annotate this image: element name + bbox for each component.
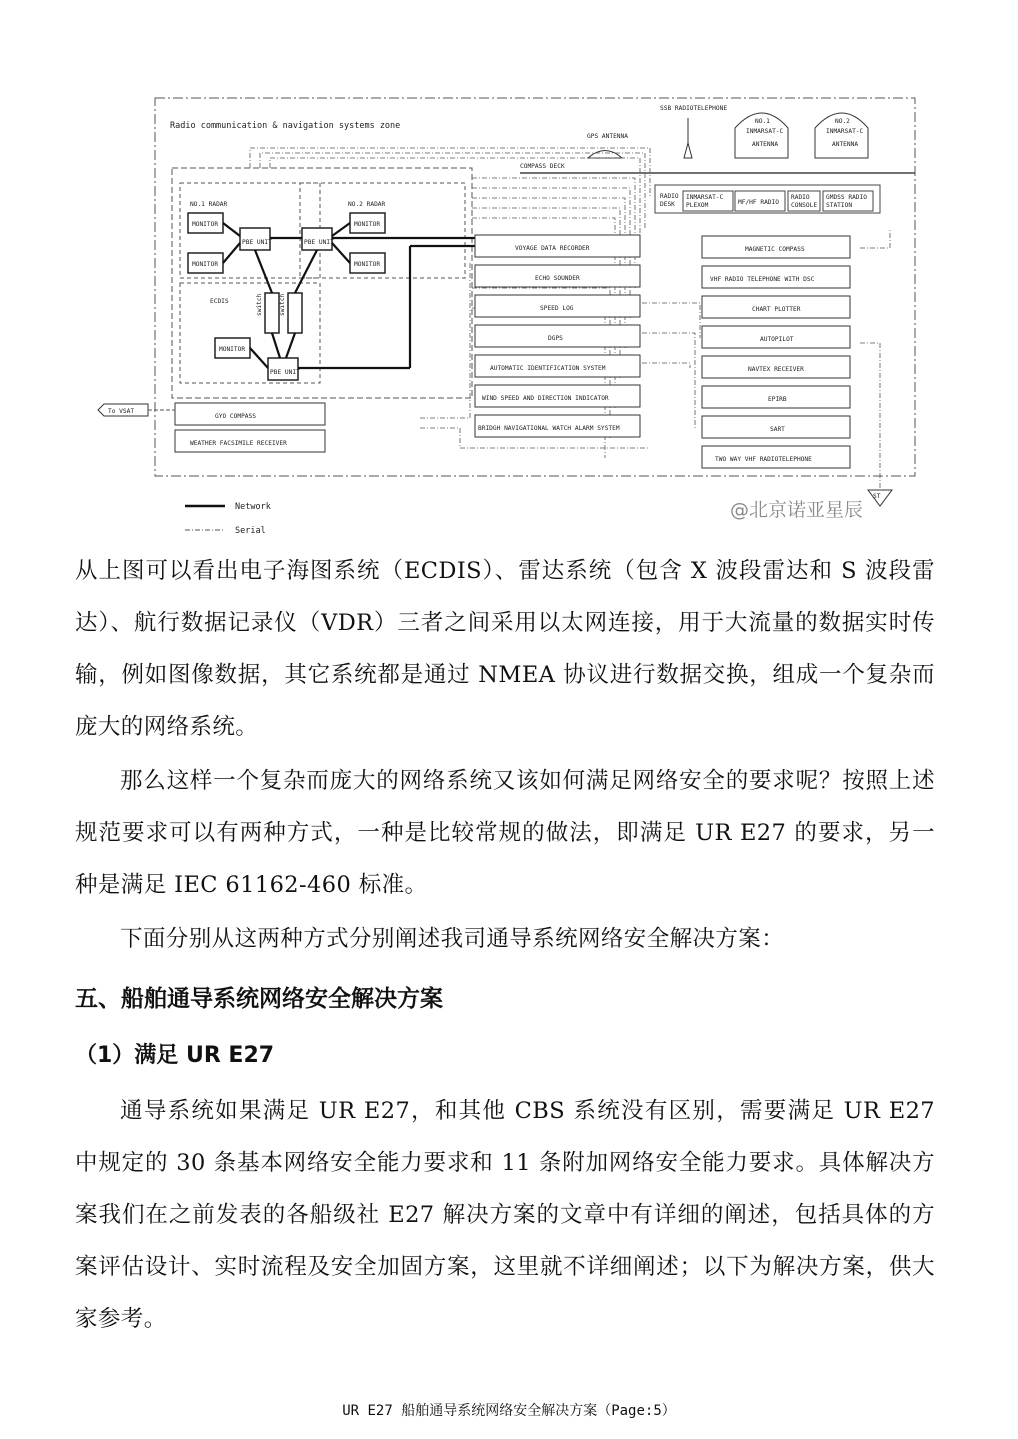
center-box-6: BRIDGH NAVIGATIONAL WATCH ALARM SYSTEM	[478, 425, 620, 432]
svg-text:ANTENNA: ANTENNA	[832, 141, 859, 148]
legend-network: Network	[235, 502, 271, 512]
svg-text:MONITOR: MONITOR	[354, 221, 381, 228]
page-footer: UR E27 船舶通导系统网络安全解决方案（Page:5）	[342, 1403, 676, 1419]
svg-text:ANTENNA: ANTENNA	[752, 141, 779, 148]
svg-text:DESK: DESK	[660, 201, 675, 208]
svg-text:GMDSS RADIO: GMDSS RADIO	[826, 194, 867, 201]
center-box-4: AUTOMATIC IDENTIFICATION SYSTEM	[490, 365, 606, 372]
right-box-2: CHART PLOTTER	[752, 306, 801, 313]
paragraph-3: 下面分别从这两种方式分别阐述我司通导系统网络安全解决方案：	[120, 926, 785, 952]
svg-text:MONITOR: MONITOR	[192, 261, 219, 268]
center-box-3: DGPS	[548, 335, 563, 342]
right-box-0: MAGNETIC COMPASS	[745, 246, 805, 253]
radar2-label: NO.2 RADAR	[348, 201, 386, 208]
svg-text:INMARSAT-C: INMARSAT-C	[746, 128, 784, 135]
svg-text:STATION: STATION	[826, 202, 853, 209]
zone-title: Radio communication & navigation systems zone	[170, 121, 401, 131]
right-box-6: SART	[770, 426, 785, 433]
ecdis-label: ECDIS	[210, 298, 229, 305]
svg-text:PLEXOM: PLEXOM	[686, 202, 709, 209]
right-box-5: EPIRB	[768, 396, 787, 403]
weather-fax: WEATHER FACSIMILE RECEIVER	[190, 440, 287, 447]
legend-serial: Serial	[235, 526, 266, 536]
svg-text:MONITOR: MONITOR	[354, 261, 381, 268]
compass-deck-label: COMPASS DECK	[520, 163, 565, 170]
svg-text:NO.2: NO.2	[835, 118, 850, 125]
svg-text:CONSOLE: CONSOLE	[791, 202, 818, 209]
right-box-7: TWO WAY VHF RADIOTELEPHONE	[715, 456, 812, 463]
svg-text:switch: switch	[256, 293, 263, 316]
ssb-label: SSB RADIOTELEPHONE	[660, 105, 728, 112]
svg-text:PBE UNIT: PBE UNIT	[304, 239, 334, 246]
svg-text:MONITOR: MONITOR	[192, 221, 219, 228]
watermark-text: @北京诺亚星辰	[730, 499, 864, 521]
svg-text:INMARSAT-C: INMARSAT-C	[826, 128, 864, 135]
svg-text:RADIO: RADIO	[791, 194, 810, 201]
svg-text:MF/HF RADIO: MF/HF RADIO	[738, 199, 779, 206]
svg-text:RADIO: RADIO	[660, 193, 679, 200]
right-box-4: NAVTEX RECEIVER	[748, 366, 804, 373]
svg-text:ST: ST	[873, 493, 881, 500]
svg-text:INMARSAT-C: INMARSAT-C	[686, 194, 724, 201]
svg-text:MONITOR: MONITOR	[219, 346, 246, 353]
subsection-heading: （1）满足 UR E27	[75, 1043, 275, 1068]
center-box-2: SPEED LOG	[540, 305, 574, 312]
svg-text:switch: switch	[279, 293, 286, 316]
right-box-1: VHF RADIO TELEPHONE WITH DSC	[710, 276, 815, 283]
svg-text:NO.1: NO.1	[755, 118, 770, 125]
svg-text:PBE UNIT: PBE UNIT	[242, 239, 272, 246]
gyro-compass: GYO COMPASS	[215, 413, 256, 420]
paragraph-2: 那么这样一个复杂而庞大的网络系统又该如何满足网络安全的要求呢？按照上述规范要求可以有两种方式，一种是比较常规的做法，即满足 UR E27 的要求，另一种是满足 IEC 61162-460 标准。	[75, 768, 935, 898]
section-heading: 五、船舶通导系统网络安全解决方案	[75, 986, 443, 1012]
paragraph-1: 从上图可以看出电子海图系统（ECDIS）、雷达系统（包含 X 波段雷达和 S 波段雷达）、航行数据记录仪（VDR）三者之间采用以太网连接，用于大流量的数据实时传输，例如图像数据，其它系统都是通过 NMEA 协议进行数据交换，组成一个复杂而庞大的网络系统。	[75, 558, 935, 740]
radar1-label: NO.1 RADAR	[190, 201, 228, 208]
svg-text:PBE UNIT: PBE UNIT	[270, 369, 300, 376]
right-box-3: AUTOPILOT	[760, 336, 794, 343]
paragraph-4: 通导系统如果满足 UR E27，和其他 CBS 系统没有区别，需要满足 UR E27 中规定的 30 条基本网络安全能力要求和 11 条附加网络安全能力要求。具体解决方案我们在之前发表的各船级社 E27 解决方案的文章中有详细的阐述，包括具体的方案评估设计、实时流程及安全加固方案，这里就不详细阐述；以下为解决方案，供大家参考。	[75, 1098, 935, 1332]
gps-antenna-label: GPS ANTENNA	[587, 133, 628, 140]
center-box-5: WIND SPEED AND DIRECTION INDICATOR	[482, 395, 609, 402]
to-vsat-label: To VSAT	[108, 408, 135, 415]
center-box-0: VOYAGE DATA RECORDER	[515, 245, 590, 252]
center-box-1: ECHO SOUNDER	[535, 275, 580, 282]
navigation-network-diagram	[90, 88, 930, 548]
